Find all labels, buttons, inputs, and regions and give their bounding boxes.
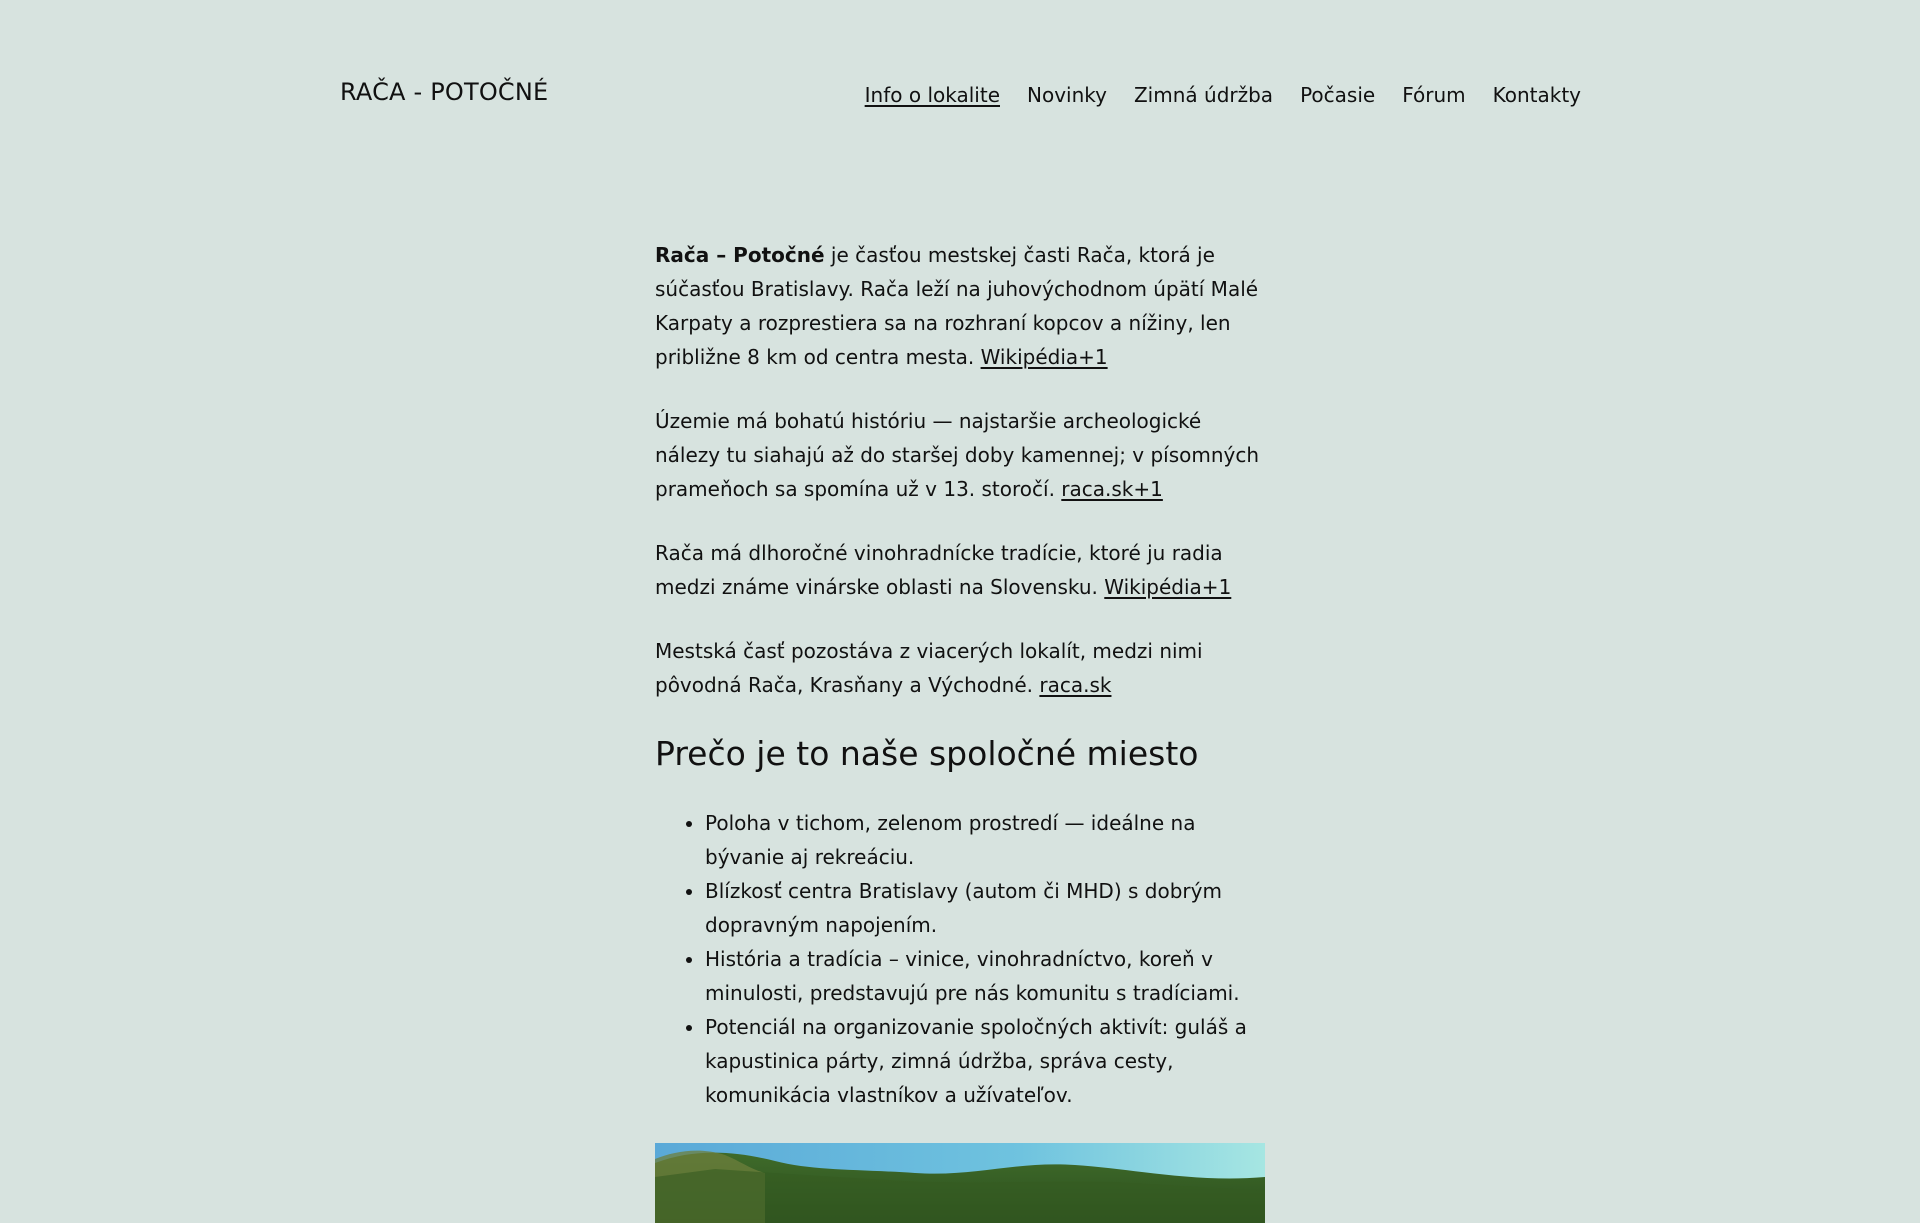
list-item: • História a tradícia – vinice, vinohradníctvo, koreň v minulosti, predstavujú pre nás komunitu s tradíciami. — [705, 942, 1265, 1010]
history-paragraph — [655, 404, 1265, 506]
nav-item-forum[interactable]: Fórum — [1402, 83, 1466, 107]
source-link-wikipedia-2[interactable]: Wikipédia+1 — [1104, 575, 1232, 599]
nav-item-kontakty[interactable]: Kontakty — [1492, 83, 1581, 107]
landscape-photo — [655, 1143, 1265, 1223]
localities-text: Mestská časť pozostáva z viacerých lokalít, medzi nimi pôvodná Rača, Krasňany a Východné. — [655, 639, 1203, 697]
site-title[interactable]: RAČA - POTOČNÉ — [340, 78, 549, 106]
nav-item-zimna-udrzba[interactable]: Zimná údržba — [1133, 83, 1274, 107]
history-text: Územie má bohatú históriu — najstaršie archeologické nálezy tu siahajú až do staršej doby kamennej; v písomných prameňoch sa spomína už v 13. storočí. — [655, 409, 1260, 501]
intro-paragraph — [655, 238, 1265, 374]
list-item: • Potenciál na organizovanie spoločných aktivít: guláš a kapustinica párty, zimná údržba, správa cesty, komunikácia vlastníkov a užívateľov. — [705, 1010, 1265, 1112]
intro-bold-term: Rača – Potočné — [655, 243, 825, 267]
nav-item-pocasie[interactable]: Počasie — [1300, 83, 1376, 107]
list-item: • Poloha v tichom, zelenom prostredí — ideálne na bývanie aj rekreáciu. — [705, 806, 1265, 874]
nav-item-info-o-lokalite[interactable]: Info o lokalite — [864, 83, 1000, 107]
reasons-list — [655, 806, 1265, 1112]
main-nav — [865, 83, 1581, 107]
landscape-photo-image — [655, 1143, 1265, 1223]
source-link-raca[interactable]: raca.sk+1 — [1061, 477, 1163, 501]
nav-item-novinky[interactable]: Novinky — [1027, 83, 1107, 107]
source-link-wikipedia[interactable]: Wikipédia+1 — [980, 345, 1108, 369]
intro-text: je časťou mestskej časti Rača, ktorá je súčasťou Bratislavy. Rača leží na juhovýchodnom úpätí Malé Karpaty a rozprestiera sa na rozhraní kopcov a nížiny, len približne 8 km od centra mesta. — [655, 243, 1259, 369]
wine-text: Rača má dlhoročné vinohradnícke tradície, ktoré ju radia medzi známe vinárske oblasti na Slovensku. — [655, 541, 1223, 599]
localities-paragraph — [655, 634, 1265, 702]
list-item: • Blízkosť centra Bratislavy (autom či MHD) s dobrým dopravným napojením. — [705, 874, 1265, 942]
main-content — [655, 238, 1265, 1112]
wine-paragraph — [655, 536, 1265, 604]
section-heading: Prečo je to naše spoločné miesto — [655, 734, 1199, 773]
source-link-raca-2[interactable]: raca.sk — [1039, 673, 1112, 697]
